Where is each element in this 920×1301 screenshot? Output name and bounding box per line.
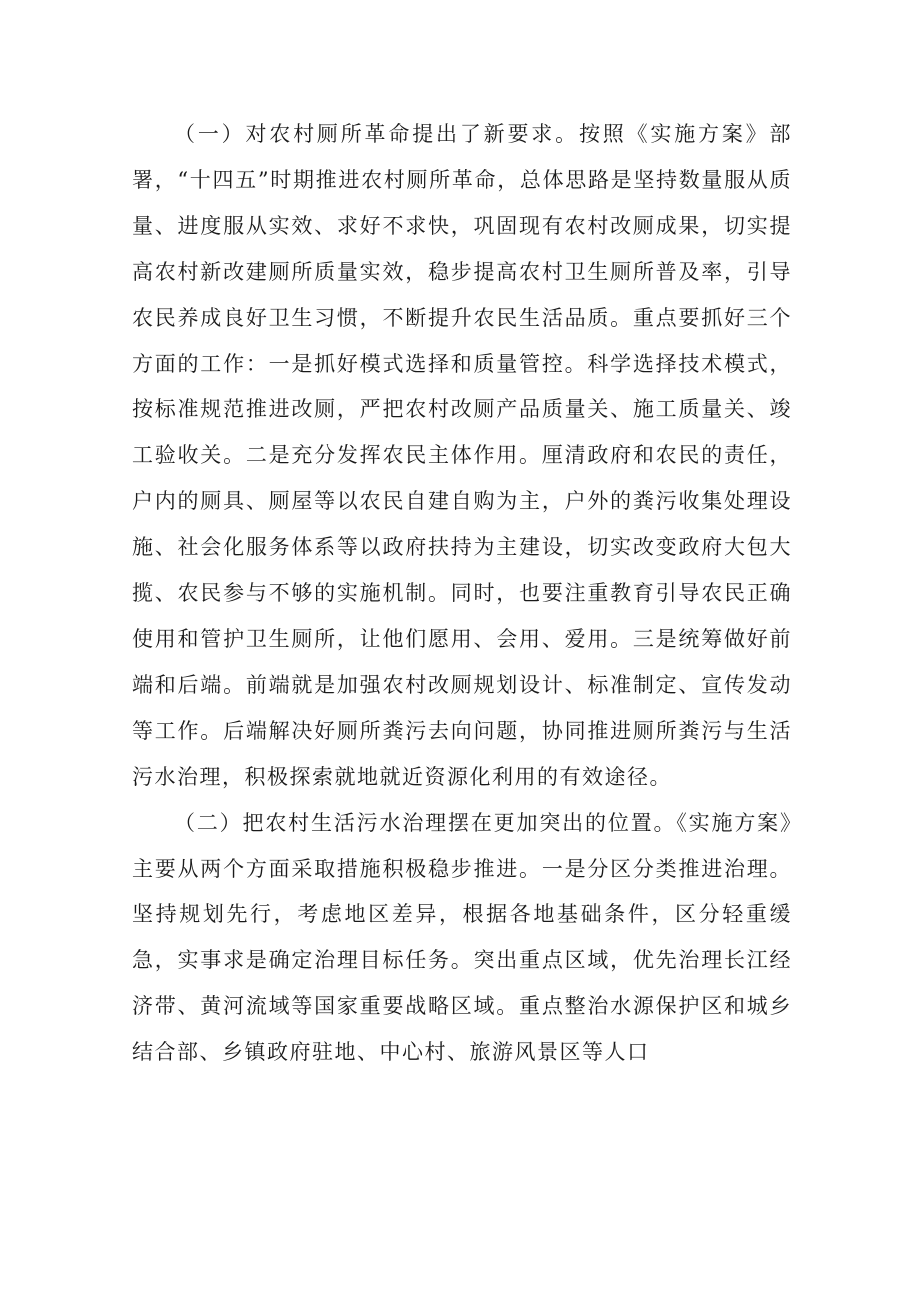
paragraph-toilet-revolution: （一）对农村厕所革命提出了新要求。按照《实施方案》部署，“十四五”时期推进农村厕所革命，总体思路是坚持数量服从质量、进度服从实效、求好不求快，巩固现有农村改厕成果，切实提高农村新改建厕所质量实效，稳步提高农村卫生厕所普及率，引导农民养成良好卫生习惯，不断提升农民生活品质。重点要抓好三个方面的工作：一是抓好模式选择和质量管控。科学选择技术模式，按标准规范推进改厕，严把农村改厕产品质量关、施工质量关、竣工验收关。二是充分发挥农民主体作用。厘清政府和农民的责任，户内的厕具、厕屋等以农民自建自购为主，户外的粪污收集处理设施、社会化服务体系等以政府扶持为主建设，切实改变政府大包大揽、农民参与不够的实施机制。同时，也要注重教育引导农民正确使用和管护卫生厕所，让他们愿用、会用、爱用。三是统筹做好前端和后端。前端就是加强农村改厕规划设计、标准制定、宣传发动等工作。后端解决好厕所粪污去向问题，协同推进厕所粪污与生活污水治理，积极探索就地就近资源化利用的有效途径。 (132, 122, 792, 789)
paragraph-sewage-treatment: （二）把农村生活污水治理摆在更加突出的位置。《实施方案》主要从两个方面采取措施积极稳步推进。一是分区分类推进治理。坚持规划先行，考虑地区差异，根据各地基础条件，区分轻重缓急，实事求是确定治理目标任务。突出重点区域，优先治理长江经济带、黄河流域等国家重要战略区域。重点整治水源保护区和城乡结合部、乡镇政府驻地、中心村、旅游风景区等人口 (132, 810, 792, 1065)
document-body (132, 112, 792, 1076)
